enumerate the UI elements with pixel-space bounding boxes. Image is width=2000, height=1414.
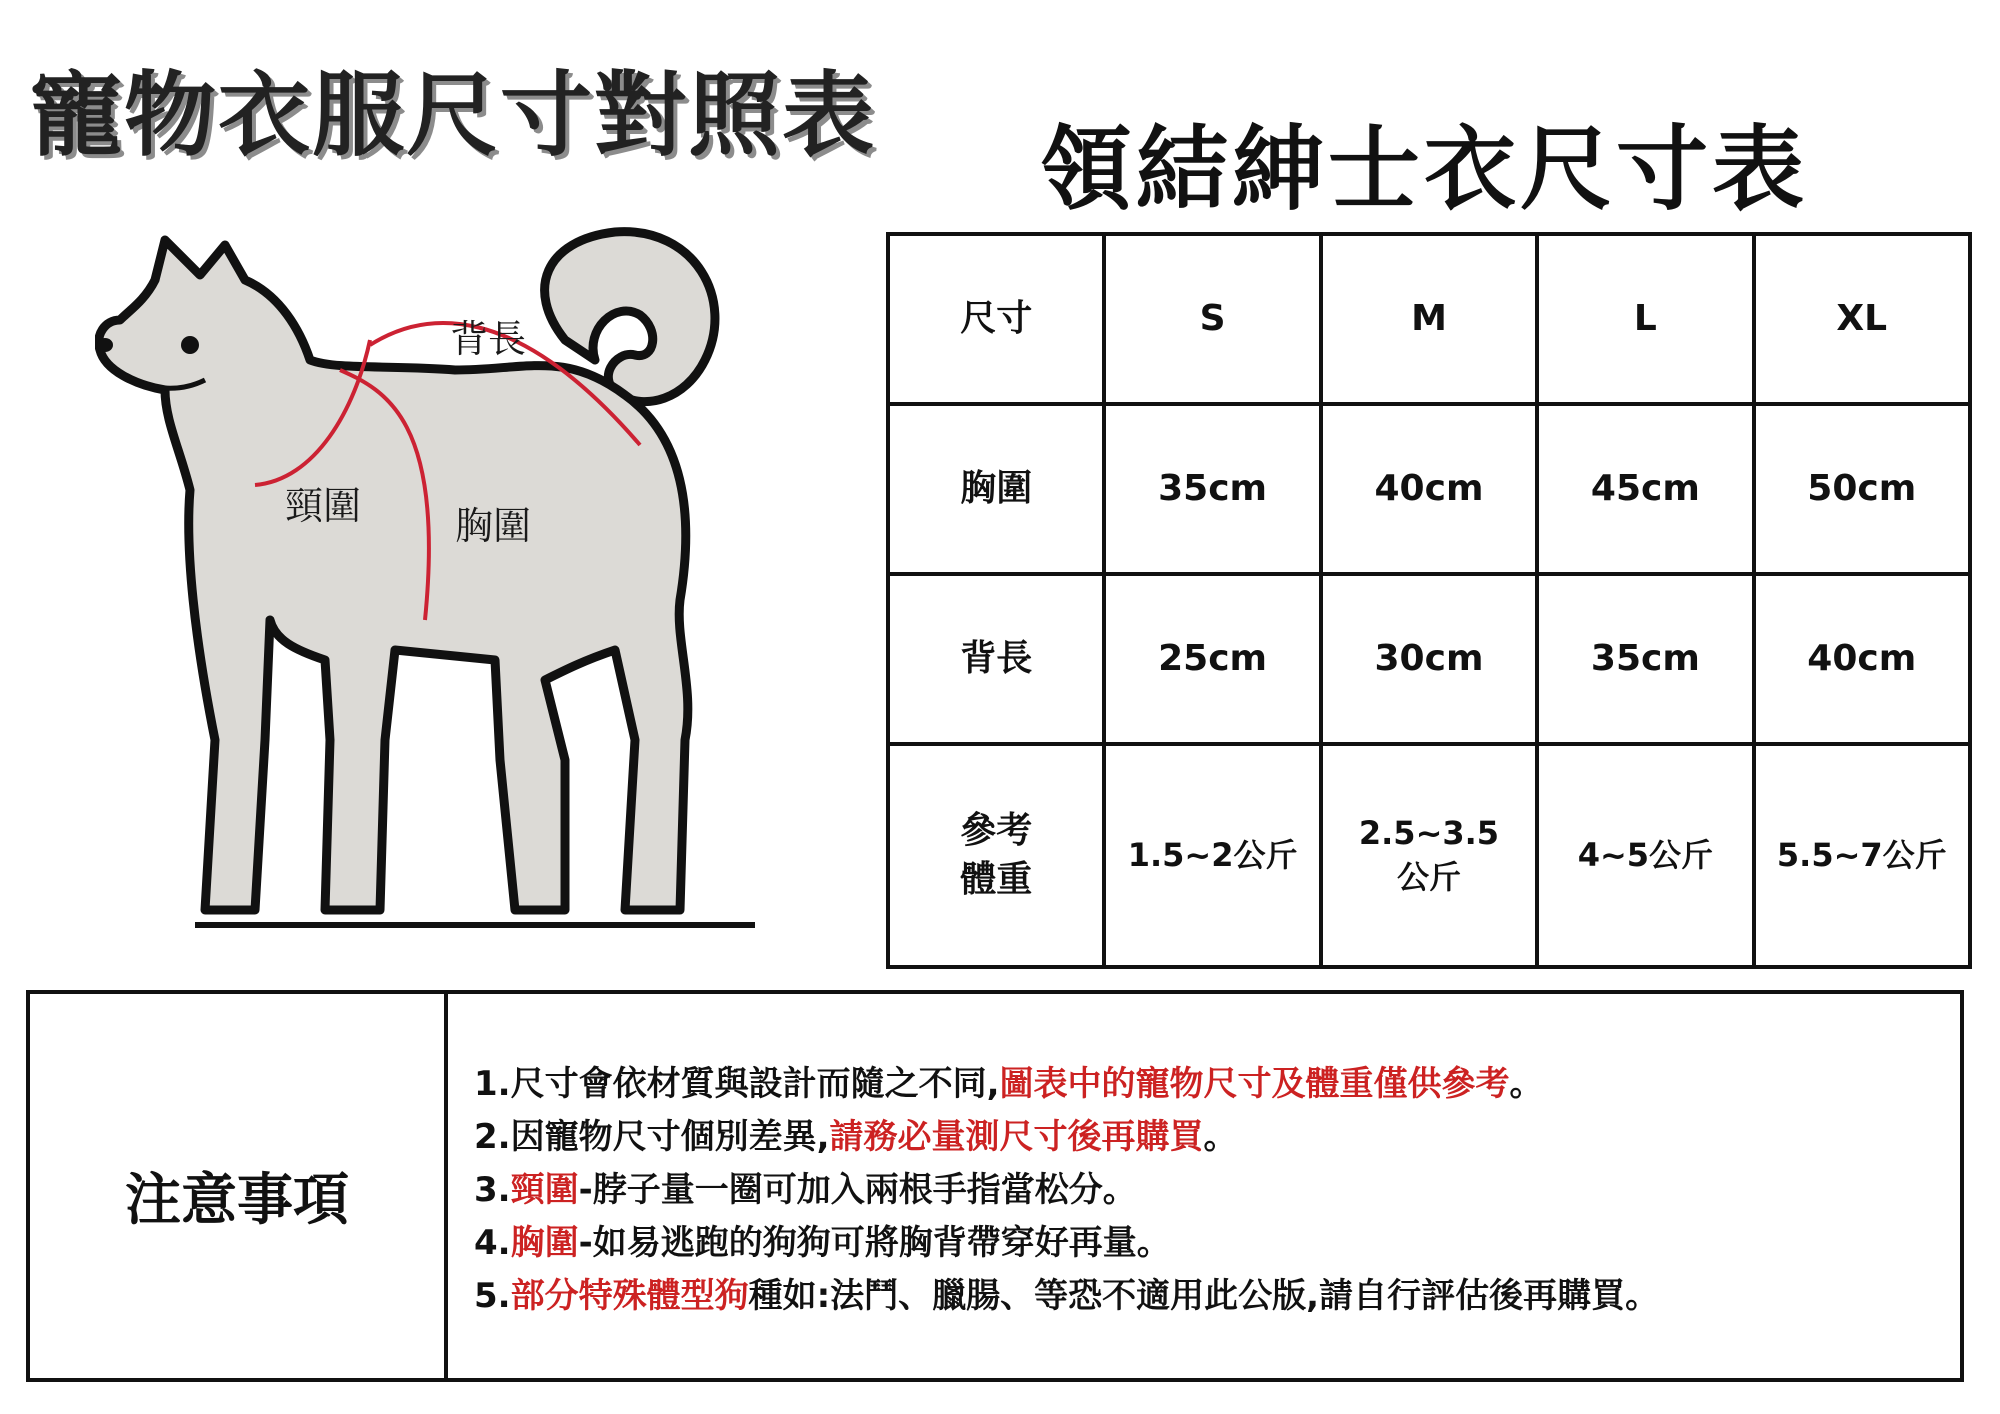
row-label-back: 背長 (888, 574, 1104, 744)
note-text: 1.尺寸會依材質與設計而隨之不同, (474, 1064, 1000, 1104)
note-text: -如易逃跑的狗狗可將胸背帶穿好再量。 (578, 1223, 1171, 1263)
list-item (474, 1111, 1960, 1164)
note-text: 。 (1509, 1064, 1544, 1104)
table-cell: 45cm (1537, 404, 1753, 574)
row-label-chest: 胸圍 (888, 404, 1104, 574)
back-length-label: 背長 (450, 317, 527, 361)
row-label-weight (888, 744, 1104, 967)
header-xl: XL (1754, 234, 1970, 404)
table-cell: 25cm (1104, 574, 1320, 744)
list-item (474, 1217, 1960, 1270)
table-cell (1321, 744, 1537, 967)
size-table (886, 232, 1972, 969)
table-cell: 35cm (1104, 404, 1320, 574)
weight-m-line1: 2.5~3.5 (1358, 814, 1500, 853)
list-item (474, 1164, 1960, 1217)
note-text: 3. (474, 1170, 511, 1210)
notes-heading: 注意事項 (30, 994, 448, 1378)
notes-box (26, 990, 1964, 1382)
row-label-weight-line1: 參考 (960, 809, 1033, 851)
dog-outline-icon (95, 220, 755, 940)
table-cell: 50cm (1754, 404, 1970, 574)
weight-m-line2: 公斤 (1396, 857, 1461, 896)
table-cell: 4~5公斤 (1537, 744, 1753, 967)
table-row (888, 744, 1970, 967)
table-cell: 35cm (1537, 574, 1753, 744)
list-item (474, 1058, 1960, 1111)
table-cell: 1.5~2公斤 (1104, 744, 1320, 967)
chest-label: 胸圍 (455, 504, 532, 548)
note-text: 種如:法鬥、臘腸、等恐不適用此公版,請自行評估後再購買。 (748, 1276, 1660, 1316)
size-chart-title: 領結紳士衣尺寸表 (1040, 116, 1809, 223)
notes-list (448, 994, 1960, 1378)
table-header-row (888, 234, 1970, 404)
note-text: 2.因寵物尺寸個別差異, (474, 1117, 830, 1157)
header-m: M (1321, 234, 1537, 404)
note-highlight: 圖表中的寵物尺寸及體重僅供參考 (999, 1064, 1510, 1104)
header-l: L (1537, 234, 1753, 404)
note-highlight: 頸圍 (510, 1170, 579, 1210)
table-row (888, 574, 1970, 744)
note-highlight: 胸圍 (510, 1223, 579, 1263)
table-row (888, 404, 1970, 574)
note-highlight: 請務必量測尺寸後再購買 (829, 1117, 1204, 1157)
note-text: 。 (1203, 1117, 1238, 1157)
row-label-weight-line2: 體重 (960, 858, 1033, 900)
note-highlight: 部分特殊體型狗 (510, 1276, 749, 1316)
table-cell: 5.5~7公斤 (1754, 744, 1970, 967)
table-cell: 30cm (1321, 574, 1537, 744)
neck-label: 頸圍 (285, 484, 362, 528)
header-size: 尺寸 (888, 234, 1104, 404)
header-s: S (1104, 234, 1320, 404)
page-title: 寵物衣服尺寸對照表 (30, 62, 877, 169)
note-text: 4. (474, 1223, 511, 1263)
note-text: -脖子量一圈可加入兩根手指當松分。 (578, 1170, 1137, 1210)
table-cell: 40cm (1321, 404, 1537, 574)
note-text: 5. (474, 1276, 511, 1316)
dog-illustration (95, 220, 755, 940)
table-cell: 40cm (1754, 574, 1970, 744)
list-item (474, 1270, 1960, 1323)
